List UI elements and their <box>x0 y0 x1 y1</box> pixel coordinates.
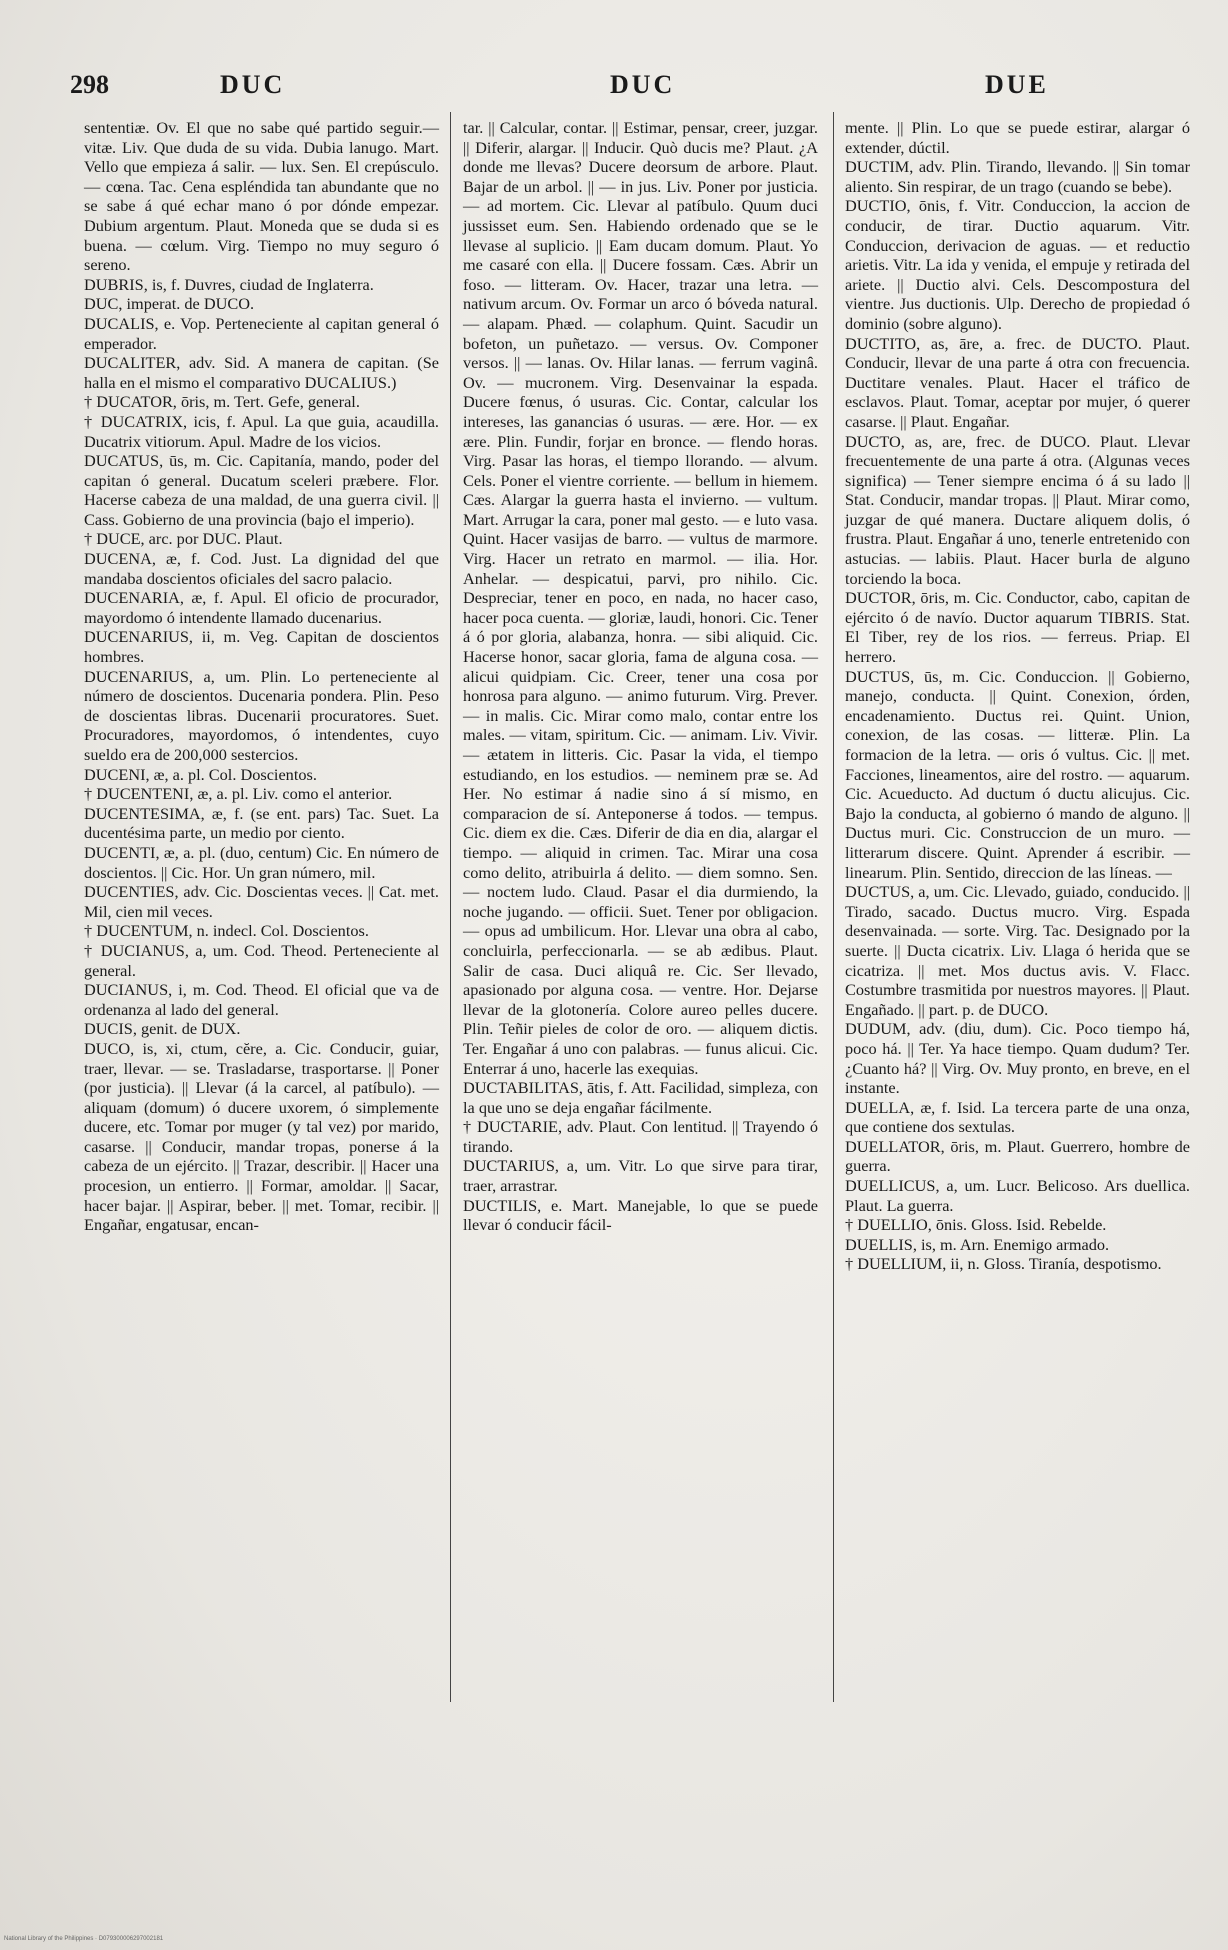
dictionary-entry: DUCENARIUS, a, um. Plin. Lo perteneciente al número de doscientos. Ducenaria pondera. Plin. Peso de doscientas libras. Ducenarii procuratores. Suet. Procuradores, mayordomos, ó intendentes, cuyo sueldo era de 200,000 sestercios. <box>84 666 439 764</box>
dictionary-entry: DUCTUS, ūs, m. Cic. Conduccion. || Gobierno, manejo, conducta. || Quint. Conexion, órden, encadenamiento. Ductus rei. Quint. Union, conexion, de las cosas. — litteræ. Plin. La formacion de la letra. — oris ó vultus. Cic. || met. Facciones, lineamentos, aire del rostro. — aquarum. Cic. Acueducto. Ad ductum ó ductu alicujus. Cic. Bajo la conducta, al gobierno ó mando de alguno. || Ductus muri. Cic. Construccion de un muro. — litterarum discere. Quint. Aprender á escribir. — linearum. Plin. Sentido, direccion de las líneas. — <box>845 666 1190 882</box>
dictionary-entry: DUELLICUS, a, um. Lucr. Belicoso. Ars duellica. Plaut. La guerra. <box>845 1176 1190 1215</box>
dictionary-entry: † DUCATRIX, icis, f. Apul. La que guia, acaudilla. Ducatrix vitiorum. Apul. Madre de los vicios. <box>84 411 439 451</box>
dictionary-entry: DUCTITO, as, āre, a. frec. de DUCTO. Plaut. Conducir, llevar de una parte á otra con frecuencia. Ductitare venales. Plaut. Hacer el tráfico de esclavos. Plaut. Tomar, aceptar por mujer, ó querer casarse. || Plaut. Engañar. <box>845 333 1190 431</box>
column-right <box>845 118 1190 1274</box>
dictionary-entry: DUBRIS, is, f. Duvres, ciudad de Inglaterra. <box>84 274 374 294</box>
dictionary-entry: † DUELLIO, ōnis. Gloss. Isid. Rebelde. <box>845 1215 1107 1235</box>
column-left <box>84 118 439 1235</box>
dictionary-entry: mente. || Plin. Lo que se puede estirar, alargar ó extender, dúctil. <box>845 118 1190 157</box>
dictionary-entry: DUCENTI, æ, a. pl. (duo, centum) Cic. En número de doscientos. || Cic. Hor. Un gran número, mil. <box>84 842 439 882</box>
column-divider <box>833 112 834 1702</box>
guide-word-left: DUC <box>220 70 286 99</box>
dictionary-entry: DUELLATOR, ōris, m. Plaut. Guerrero, hombre de guerra. <box>845 1136 1190 1176</box>
dictionary-entry: DUCTIM, adv. Plin. Tirando, llevando. || Sin tomar aliento. Sin respirar, de un trago (cuando se bebe). <box>845 157 1190 196</box>
dictionary-entry: DUCATUS, ūs, m. Cic. Capitanía, mando, poder del capitan ó general. Ducatum sceleri præbere. Flor. Hacerse cabeza de una maldad, de una guerra civil. || Cass. Gobierno de una provincia (bajo el imperio). <box>84 451 439 529</box>
dictionary-entry: † DUCATOR, ōris, m. Tert. Gefe, general. <box>84 392 360 412</box>
dictionary-entry: DUCTUS, a, um. Cic. Llevado, guiado, conducido. || Tirado, sacado. Ductus mucro. Virg. Espada desenvainada. — sorte. Virg. Tac. Designado por la suerte. || Ducta cicatrix. Liv. Llaga ó herida que se cicatriza. || met. Mos ductus avis. V. Flacc. Costumbre trasmitida por nuestros mayores. || Plaut. Engañado. || part. p. de DUCO. <box>845 882 1190 1019</box>
dictionary-entry: DUELLA, æ, f. Isid. La tercera parte de una onza, que contiene dos sextulas. <box>845 1097 1190 1137</box>
dictionary-entry: DUCALITER, adv. Sid. A manera de capitan. (Se halla en el mismo el comparativo DUCALIUS.) <box>84 353 439 392</box>
dictionary-entry: DUCENI, æ, a. pl. Col. Doscientos. <box>84 764 317 784</box>
dictionary-entry: DUCTILIS, e. Mart. Manejable, lo que se puede llevar ó conducir fácil- <box>463 1195 818 1235</box>
column-divider <box>450 112 451 1702</box>
dictionary-entry: DUDUM, adv. (diu, dum). Cic. Poco tiempo há, poco há. || Ter. Ya hace tiempo. Quam dudum? Ter. ¿Cuanto há? || Virg. Ov. Muy pronto, en breve, en el instante. <box>845 1019 1190 1098</box>
dictionary-entry: DUCENA, æ, f. Cod. Just. La dignidad del que mandaba doscientos oficiales del sacro palacio. <box>84 549 439 588</box>
dictionary-entry: † DUCENTUM, n. indecl. Col. Doscientos. <box>84 921 369 941</box>
dictionary-entry: DUCTO, as, are, frec. de DUCO. Plaut. Llevar frecuentemente de una parte á otra. (Algunas veces significa) — Tener siempre encima ó á su lado || Stat. Conducir, mandar tropas. || Plaut. Mirar como, juzgar de qué manera. Ductare aliquem dolis, ó frustra. Plaut. Engañar á uno, tenerle entretenido con astucias. — labiis. Plaut. Hacer burla de alguno torciendo la boca. <box>845 431 1190 588</box>
dictionary-entry: † DUCTARIE, adv. Plaut. Con lentitud. || Trayendo ó tirando. <box>463 1117 818 1156</box>
dictionary-entry: † DUELLIUM, ii, n. Gloss. Tiranía, despotismo. <box>845 1254 1162 1274</box>
dictionary-entry: DUCTOR, ōris, m. Cic. Conductor, cabo, capitan de ejército ó de navío. Ductor aquarum TIBRIS. Stat. El Tiber, rey de los rios. — ferreus. Priap. El herrero. <box>845 588 1190 667</box>
column-center <box>463 118 818 1235</box>
page-number: 298 <box>70 70 109 99</box>
dictionary-entry: tar. || Calcular, contar. || Estimar, pensar, creer, juzgar. || Diferir, alargar. || Inducir. Quò ducis me? Plaut. ¿A donde me llevas? Ducere deorsum de arbore. Plaut. Bajar de un arbol. || — in jus. Liv. Poner por justicia. — ad mortem. Cic. Llevar al patíbulo. Quum duci jussisset eum. Sen. Habiendo ordenado que se le llevase al suplicio. || Eam ducam domum. Plaut. Yo me casaré con ella. || Ducere fossam. Cæs. Abrir un foso. — litteram. Ov. Hacer, trazar una letra. — nativum arcum. Ov. Formar un arco ó bóveda natural. — alapam. Phæd. — colaphum. Quint. Sacudir un bofeton, un puñetazo. — versus. Ov. Componer versos. || — lanas. Ov. Hilar lanas. — ferrum vaginâ. Ov. — mucronem. Virg. Desenvainar la espada. Ducere fœnus, ó usuras. Cic. Contar, calcular los intereses, las ganancias ó usuras. — ære. Hor. — ex ære. Plin. Fundir, forjar en bronce. — flendo horas. Virg. Pasar las horas, el tiempo llorando. — alvum. Cels. Poner el vientre corriente. — bellum in hiemem. Cæs. Alargar la guerra hasta el invierno. — vultum. Mart. Arrugar la cara, poner mal gesto. — e luto vasa. Quint. Hacer vasijas de barro. — vultus de marmore. Virg. Hacer un retrato en marmol. — ilia. Hor. Anhelar. — despicatui, parvi, pro nihilo. Cic. Despreciar, tener en poco, en nada, no hacer caso, hacer poca cuenta. — gloriæ, laudi, honori. Cic. Tener á ó por gloria, alabanza, honra. — sibi aliquid. Cic. Hacerse honor, sacar gloria, fama de alguna cosa. — alicui quidpiam. Cic. Creer, tener una cosa por honrosa para alguno. — animo futurum. Virg. Prever. — in malis. Cic. Mirar como malo, contar entre los males. — vitam, spiritum. Cic. — animam. Liv. Vivir. — ætatem in litteris. Cic. Pasar la vida, el tiempo estudiando, en los estudios. — neminem præ se. Ad Her. No estimar á nadie sino á sí mismo, en comparacion de sí. Anteponerse á todos. — tempus. Cic. diem ex die. Cæs. Diferir de dia en dia, alargar el tiempo. — aliquid in crimen. Tac. Mirar una cosa como delito, atribuirla á delito. — diem somno. Sen. — noctem ludo. Claud. Pasar el dia durmiendo, la noche jugando. — officii. Suet. Tener por obligacion. — opus ad umbilicum. Hor. Llevar una obra al cabo, concluirla, perfeccionarla. — se ab ædibus. Plaut. Salir de casa. Duci aliquâ re. Cic. Ser llevado, apasionado por alguna cosa. — ventre. Hor. Dejarse llevar de la glotonería. Colore aureo pelles ducere. Plin. Teñir pieles de color de oro. — aliquem dictis. Ter. Engañar á uno con palabras. — funus alicui. Cic. Enterrar á uno, hacerle las exequias. <box>463 118 818 1078</box>
guide-word-center: DUC <box>610 70 676 99</box>
dictionary-entry: DUCTIO, ōnis, f. Vitr. Conduccion, la accion de conducir, de tirar. Ductio aquarum. Vitr. Conduccion, derivacion de aguas. — et reductio arietis. Vitr. La ida y venida, el empuje y retirada del ariete. || Ductio alvi. Cels. Descompostura del vientre. Jus ductionis. Ulp. Derecho de propiedad ó dominio (sobre alguno). <box>845 196 1190 333</box>
dictionary-entry: DUCTARIUS, a, um. Vitr. Lo que sirve para tirar, traer, arrastrar. <box>463 1156 818 1196</box>
dictionary-entry: † DUCE, arc. por DUC. Plaut. <box>84 529 283 549</box>
dictionary-entry: † DUCENTENI, æ, a. pl. Liv. como el anterior. <box>84 784 393 804</box>
dictionary-entry: † DUCIANUS, a, um. Cod. Theod. Perteneciente al general. <box>84 940 439 980</box>
scan-footer: National Library of the Philippines · D079300006297002181 <box>4 1936 164 1942</box>
dictionary-entry: DUCIS, genit. de DUX. <box>84 1019 241 1039</box>
dictionary-entry: DUC, imperat. de DUCO. <box>84 294 255 314</box>
dictionary-entry: DUCENTIES, adv. Cic. Doscientas veces. || Cat. met. Mil, cien mil veces. <box>84 882 439 921</box>
dictionary-entry: DUCALIS, e. Vop. Perteneciente al capitan general ó emperador. <box>84 313 439 353</box>
dictionary-entry: sententiæ. Ov. El que no sabe qué partido seguir.—vitæ. Liv. Que duda de su vida. Dubia lanugo. Mart. Vello que empieza á salir. — lux. Sen. El crepúsculo. — cœna. Tac. Cena espléndida tan abundante que no se sabe á qué echar mano ó por dónde empezar. Dubium argentum. Plaut. Moneda que se duda si es buena. — cœlum. Virg. Tiempo no muy seguro ó sereno. <box>84 118 439 275</box>
dictionary-entry: DUCIANUS, i, m. Cod. Theod. El oficial que va de ordenanza al lado del general. <box>84 980 439 1019</box>
dictionary-entry: DUCO, is, xi, ctum, cĕre, a. Cic. Conducir, guiar, traer, llevar. — se. Trasladarse, trasportarse. || Poner (por justicia). || Llevar (á la carcel, al patíbulo). — aliquam (domum) ó ducere uxorem, ó simplemente ducere, etc. Tomar por muger (y tal vez) por marido, casarse. || Conducir, mandar tropas, ponerse á la cabeza de un ejército. || Trazar, describir. || Hacer una procesion, un entierro. || Formar, amoldar. || Sacar, hacer bajar. || Aspirar, beber. || met. Tomar, recibir. || Engañar, engatusar, encan- <box>84 1038 439 1235</box>
dictionary-entry: DUELLIS, is, m. Arn. Enemigo armado. <box>845 1234 1110 1254</box>
page-header <box>70 70 1180 110</box>
dictionary-entry: DUCENARIA, æ, f. Apul. El oficio de procurador, mayordomo ó intendente llamado ducenarius. <box>84 588 439 627</box>
dictionary-entry: DUCENARIUS, ii, m. Veg. Capitan de doscientos hombres. <box>84 627 439 667</box>
dictionary-entry: DUCTABILITAS, ātis, f. Att. Facilidad, simpleza, con la que uno se deja engañar fácilmente. <box>463 1078 818 1117</box>
dictionary-entry: DUCENTESIMA, æ, f. (se ent. pars) Tac. Suet. La ducentésima parte, un medio por ciento. <box>84 803 439 843</box>
guide-word-right: DUE <box>985 70 1049 99</box>
